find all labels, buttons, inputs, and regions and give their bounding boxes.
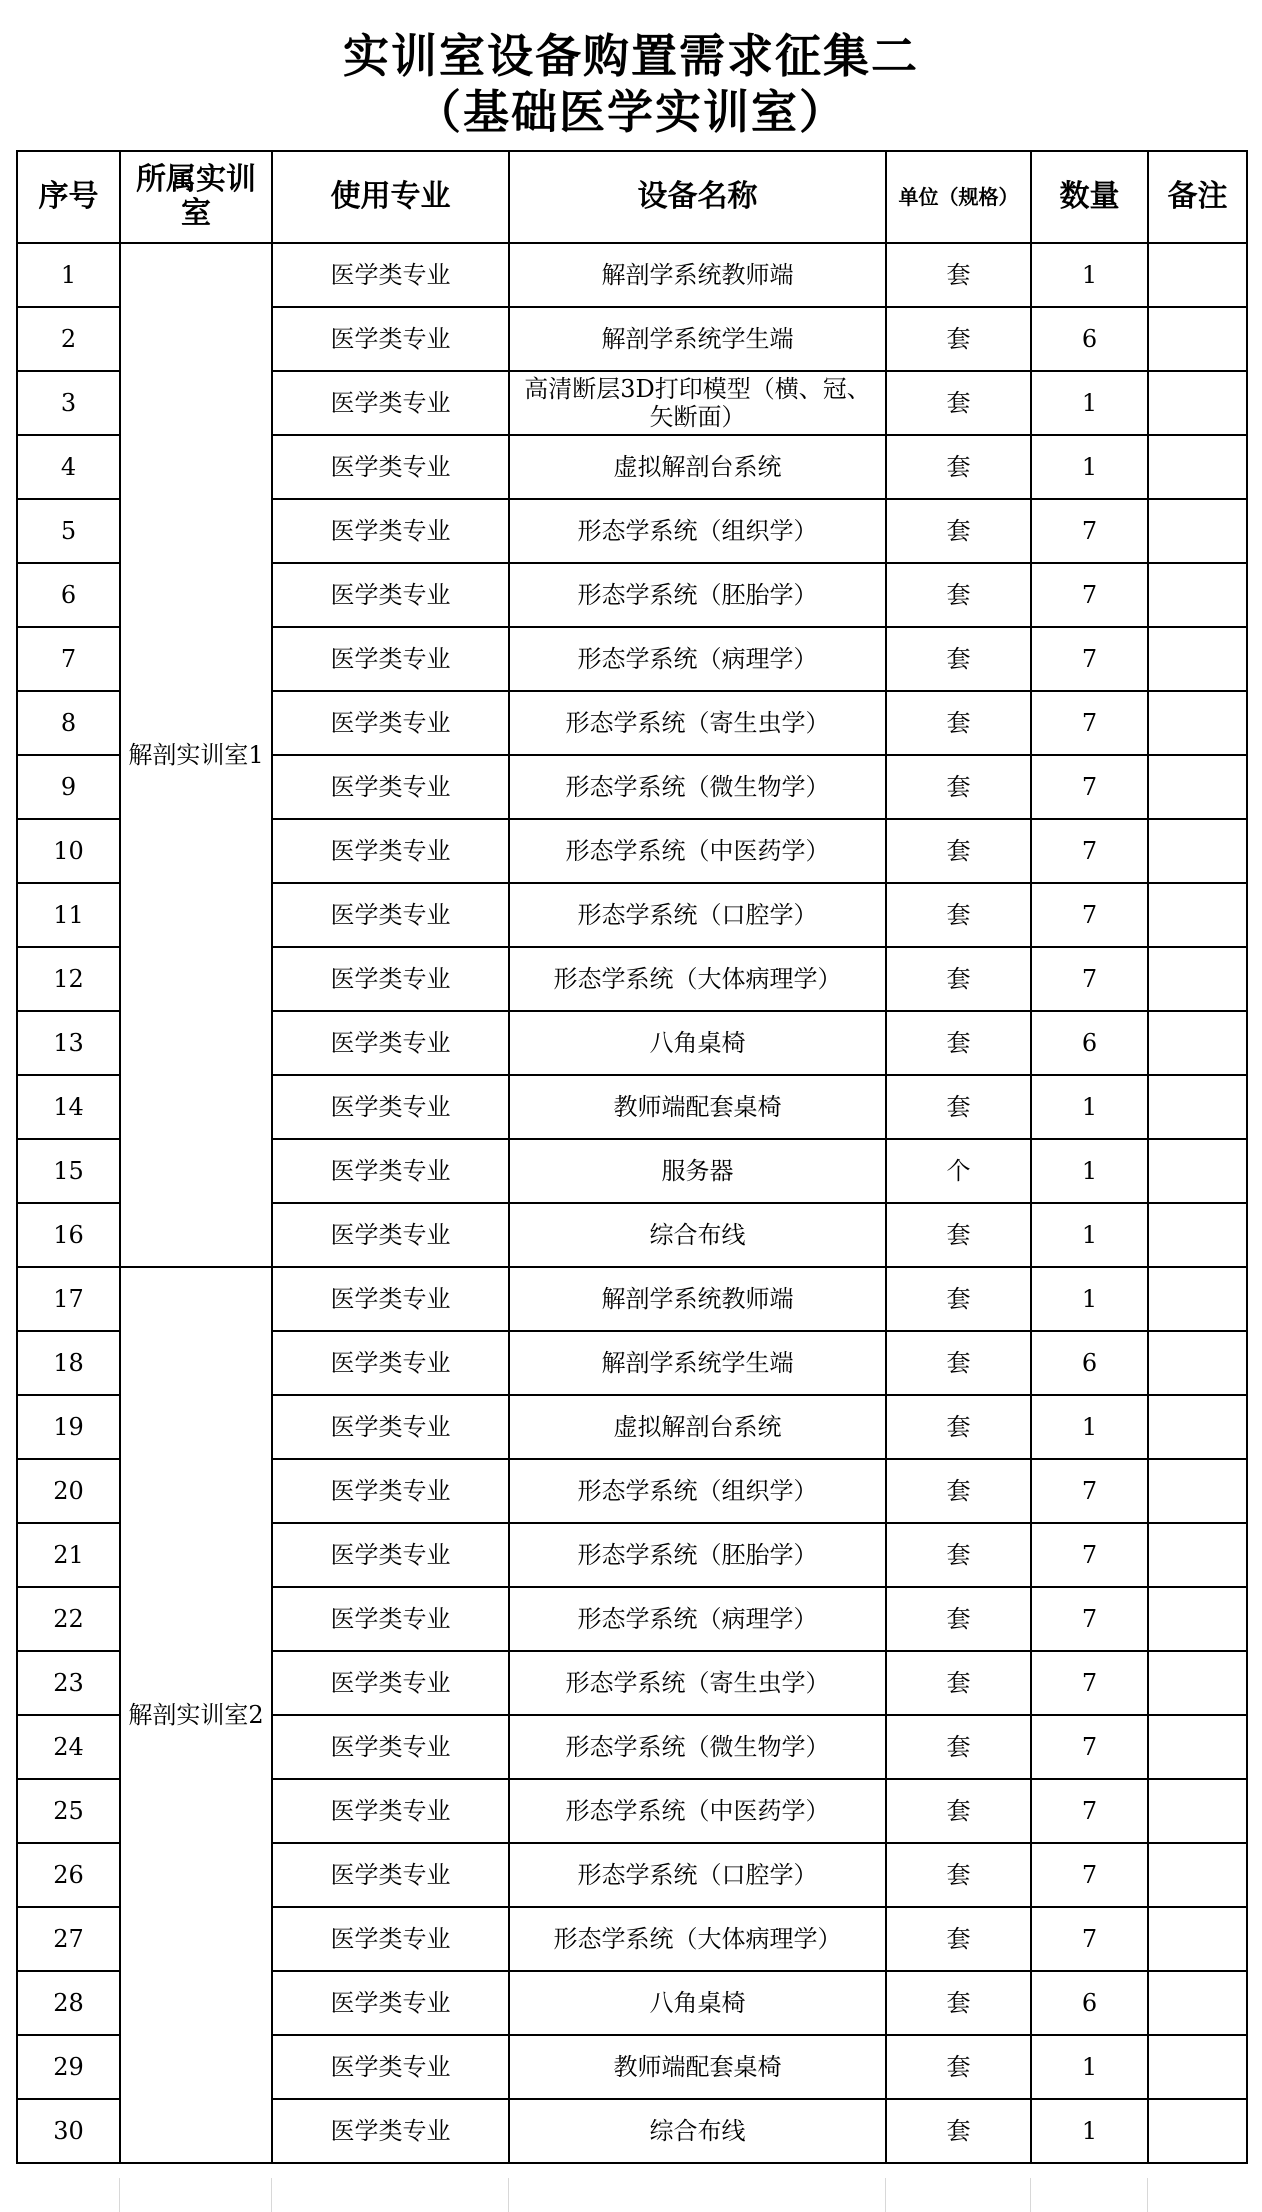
equipment-name-cell: 解剖学系统学生端 — [509, 307, 886, 371]
quantity-cell: 1 — [1031, 1395, 1148, 1459]
row-index-cell: 3 — [17, 371, 120, 435]
equipment-name-cell: 形态学系统（寄生虫学） — [509, 1651, 886, 1715]
title-main: 实训室设备购置需求征集二 — [343, 29, 919, 83]
header-quantity: 数量 — [1031, 151, 1148, 243]
remarks-cell — [1148, 371, 1247, 435]
equipment-name-cell: 教师端配套桌椅 — [509, 2035, 886, 2099]
unit-cell: 套 — [886, 691, 1031, 755]
sheet-gridlines — [16, 2178, 1246, 2212]
equipment-name-cell: 形态学系统（微生物学） — [509, 1715, 886, 1779]
quantity-cell: 7 — [1031, 499, 1148, 563]
quantity-cell: 7 — [1031, 819, 1148, 883]
unit-cell: 套 — [886, 243, 1031, 307]
equipment-name-cell: 形态学系统（组织学） — [509, 499, 886, 563]
remarks-cell — [1148, 883, 1247, 947]
equipment-name-cell: 形态学系统（胚胎学） — [509, 1523, 886, 1587]
quantity-cell: 7 — [1031, 883, 1148, 947]
title-subtitle: （基础医学实训室） — [415, 85, 847, 139]
quantity-cell: 7 — [1031, 1907, 1148, 1971]
major-cell: 医学类专业 — [272, 1139, 509, 1203]
equipment-name-cell: 解剖学系统教师端 — [509, 243, 886, 307]
unit-cell: 套 — [886, 1331, 1031, 1395]
remarks-cell — [1148, 1203, 1247, 1267]
row-index-cell: 7 — [17, 627, 120, 691]
unit-cell: 套 — [886, 435, 1031, 499]
remarks-cell — [1148, 1075, 1247, 1139]
row-index-cell: 28 — [17, 1971, 120, 2035]
row-index-cell: 15 — [17, 1139, 120, 1203]
major-cell: 医学类专业 — [272, 1011, 509, 1075]
remarks-cell — [1148, 1779, 1247, 1843]
quantity-cell: 7 — [1031, 1715, 1148, 1779]
equipment-name-cell: 形态学系统（中医药学） — [509, 1779, 886, 1843]
remarks-cell — [1148, 1011, 1247, 1075]
unit-cell: 套 — [886, 1843, 1031, 1907]
remarks-cell — [1148, 563, 1247, 627]
unit-cell: 套 — [886, 1907, 1031, 1971]
quantity-cell: 7 — [1031, 1523, 1148, 1587]
remarks-cell — [1148, 947, 1247, 1011]
remarks-cell — [1148, 2035, 1247, 2099]
equipment-name-cell: 八角桌椅 — [509, 1011, 886, 1075]
unit-cell: 套 — [886, 1971, 1031, 2035]
major-cell: 医学类专业 — [272, 1523, 509, 1587]
remarks-cell — [1148, 627, 1247, 691]
major-cell: 医学类专业 — [272, 371, 509, 435]
remarks-cell — [1148, 499, 1247, 563]
remarks-cell — [1148, 755, 1247, 819]
remarks-cell — [1148, 1331, 1247, 1395]
quantity-cell: 1 — [1031, 2035, 1148, 2099]
row-index-cell: 26 — [17, 1843, 120, 1907]
unit-cell: 套 — [886, 563, 1031, 627]
header-remarks: 备注 — [1148, 151, 1247, 243]
equipment-name-cell: 形态学系统（组织学） — [509, 1459, 886, 1523]
quantity-cell: 6 — [1031, 1331, 1148, 1395]
row-index-cell: 19 — [17, 1395, 120, 1459]
equipment-name-cell: 形态学系统（寄生虫学） — [509, 691, 886, 755]
major-cell: 医学类专业 — [272, 947, 509, 1011]
equipment-name-cell: 综合布线 — [509, 1203, 886, 1267]
major-cell: 医学类专业 — [272, 2099, 509, 2163]
remarks-cell — [1148, 1587, 1247, 1651]
unit-cell: 套 — [886, 499, 1031, 563]
major-cell: 医学类专业 — [272, 755, 509, 819]
major-cell: 医学类专业 — [272, 1203, 509, 1267]
unit-cell: 套 — [886, 1267, 1031, 1331]
quantity-cell: 1 — [1031, 435, 1148, 499]
unit-cell: 套 — [886, 1587, 1031, 1651]
row-index-cell: 5 — [17, 499, 120, 563]
equipment-name-cell: 高清断层3D打印模型（横、冠、矢断面） — [509, 371, 886, 435]
row-index-cell: 4 — [17, 435, 120, 499]
remarks-cell — [1148, 1459, 1247, 1523]
equipment-name-cell: 形态学系统（微生物学） — [509, 755, 886, 819]
row-index-cell: 12 — [17, 947, 120, 1011]
major-cell: 医学类专业 — [272, 819, 509, 883]
major-cell: 医学类专业 — [272, 1331, 509, 1395]
remarks-cell — [1148, 819, 1247, 883]
unit-cell: 套 — [886, 819, 1031, 883]
unit-cell: 套 — [886, 1075, 1031, 1139]
quantity-cell: 7 — [1031, 947, 1148, 1011]
major-cell: 医学类专业 — [272, 1459, 509, 1523]
equipment-name-cell: 形态学系统（病理学） — [509, 627, 886, 691]
row-index-cell: 18 — [17, 1331, 120, 1395]
major-cell: 医学类专业 — [272, 563, 509, 627]
equipment-name-cell: 形态学系统（大体病理学） — [509, 947, 886, 1011]
remarks-cell — [1148, 691, 1247, 755]
quantity-cell: 7 — [1031, 755, 1148, 819]
unit-cell: 套 — [886, 1395, 1031, 1459]
header-index: 序号 — [17, 151, 120, 243]
unit-cell: 个 — [886, 1139, 1031, 1203]
quantity-cell: 7 — [1031, 1843, 1148, 1907]
major-cell: 医学类专业 — [272, 435, 509, 499]
remarks-cell — [1148, 307, 1247, 371]
major-cell: 医学类专业 — [272, 1075, 509, 1139]
unit-cell: 套 — [886, 1523, 1031, 1587]
row-index-cell: 27 — [17, 1907, 120, 1971]
quantity-cell: 1 — [1031, 1139, 1148, 1203]
quantity-cell: 7 — [1031, 1779, 1148, 1843]
quantity-cell: 7 — [1031, 691, 1148, 755]
row-index-cell: 24 — [17, 1715, 120, 1779]
unit-cell: 套 — [886, 1459, 1031, 1523]
major-cell: 医学类专业 — [272, 499, 509, 563]
row-index-cell: 9 — [17, 755, 120, 819]
header-major: 使用专业 — [272, 151, 509, 243]
room-cell: 解剖实训室2 — [120, 1267, 272, 2163]
remarks-cell — [1148, 1971, 1247, 2035]
equipment-name-cell: 综合布线 — [509, 2099, 886, 2163]
equipment-name-cell: 服务器 — [509, 1139, 886, 1203]
equipment-name-cell: 解剖学系统教师端 — [509, 1267, 886, 1331]
quantity-cell: 6 — [1031, 1011, 1148, 1075]
equipment-name-cell: 虚拟解剖台系统 — [509, 1395, 886, 1459]
equipment-name-cell: 形态学系统（口腔学） — [509, 1843, 886, 1907]
unit-cell: 套 — [886, 1715, 1031, 1779]
row-index-cell: 11 — [17, 883, 120, 947]
unit-cell: 套 — [886, 1203, 1031, 1267]
row-index-cell: 23 — [17, 1651, 120, 1715]
row-index-cell: 10 — [17, 819, 120, 883]
table-body — [17, 243, 1247, 2163]
unit-cell: 套 — [886, 307, 1031, 371]
table-row — [17, 243, 1247, 307]
remarks-cell — [1148, 1715, 1247, 1779]
row-index-cell: 20 — [17, 1459, 120, 1523]
quantity-cell: 1 — [1031, 243, 1148, 307]
remarks-cell — [1148, 1395, 1247, 1459]
remarks-cell — [1148, 1843, 1247, 1907]
quantity-cell: 7 — [1031, 1587, 1148, 1651]
header-row — [17, 151, 1247, 243]
row-index-cell: 30 — [17, 2099, 120, 2163]
major-cell: 医学类专业 — [272, 1843, 509, 1907]
quantity-cell: 6 — [1031, 307, 1148, 371]
equipment-name-cell: 形态学系统（大体病理学） — [509, 1907, 886, 1971]
header-unit: 单位（规格） — [886, 151, 1031, 243]
major-cell: 医学类专业 — [272, 307, 509, 371]
unit-cell: 套 — [886, 755, 1031, 819]
unit-cell: 套 — [886, 1651, 1031, 1715]
major-cell: 医学类专业 — [272, 1267, 509, 1331]
quantity-cell: 1 — [1031, 1267, 1148, 1331]
quantity-cell: 1 — [1031, 2099, 1148, 2163]
quantity-cell: 1 — [1031, 371, 1148, 435]
table-row — [17, 1267, 1247, 1331]
document-title — [16, 28, 1246, 146]
row-index-cell: 8 — [17, 691, 120, 755]
equipment-name-cell: 解剖学系统学生端 — [509, 1331, 886, 1395]
unit-cell: 套 — [886, 2099, 1031, 2163]
unit-cell: 套 — [886, 627, 1031, 691]
row-index-cell: 29 — [17, 2035, 120, 2099]
row-index-cell: 21 — [17, 1523, 120, 1587]
major-cell: 医学类专业 — [272, 243, 509, 307]
remarks-cell — [1148, 243, 1247, 307]
quantity-cell: 6 — [1031, 1971, 1148, 2035]
major-cell: 医学类专业 — [272, 1395, 509, 1459]
row-index-cell: 2 — [17, 307, 120, 371]
row-index-cell: 25 — [17, 1779, 120, 1843]
quantity-cell: 7 — [1031, 627, 1148, 691]
equipment-name-cell: 教师端配套桌椅 — [509, 1075, 886, 1139]
unit-cell: 套 — [886, 1011, 1031, 1075]
quantity-cell: 1 — [1031, 1203, 1148, 1267]
equipment-name-cell: 形态学系统（胚胎学） — [509, 563, 886, 627]
header-room: 所属实训室 — [120, 151, 272, 243]
remarks-cell — [1148, 1267, 1247, 1331]
unit-cell: 套 — [886, 947, 1031, 1011]
row-index-cell: 14 — [17, 1075, 120, 1139]
remarks-cell — [1148, 1523, 1247, 1587]
quantity-cell: 7 — [1031, 1651, 1148, 1715]
quantity-cell: 7 — [1031, 563, 1148, 627]
remarks-cell — [1148, 2099, 1247, 2163]
quantity-cell: 7 — [1031, 1459, 1148, 1523]
remarks-cell — [1148, 1907, 1247, 1971]
equipment-table — [16, 150, 1248, 2164]
unit-cell: 套 — [886, 371, 1031, 435]
remarks-cell — [1148, 1651, 1247, 1715]
equipment-name-cell: 虚拟解剖台系统 — [509, 435, 886, 499]
equipment-name-cell: 形态学系统（中医药学） — [509, 819, 886, 883]
major-cell: 医学类专业 — [272, 1587, 509, 1651]
row-index-cell: 17 — [17, 1267, 120, 1331]
major-cell: 医学类专业 — [272, 1907, 509, 1971]
row-index-cell: 1 — [17, 243, 120, 307]
row-index-cell: 6 — [17, 563, 120, 627]
row-index-cell: 22 — [17, 1587, 120, 1651]
remarks-cell — [1148, 1139, 1247, 1203]
unit-cell: 套 — [886, 2035, 1031, 2099]
unit-cell: 套 — [886, 883, 1031, 947]
major-cell: 医学类专业 — [272, 627, 509, 691]
major-cell: 医学类专业 — [272, 1779, 509, 1843]
equipment-name-cell: 八角桌椅 — [509, 1971, 886, 2035]
equipment-name-cell: 形态学系统（病理学） — [509, 1587, 886, 1651]
header-equipment: 设备名称 — [509, 151, 886, 243]
equipment-name-cell: 形态学系统（口腔学） — [509, 883, 886, 947]
major-cell: 医学类专业 — [272, 1715, 509, 1779]
row-index-cell: 16 — [17, 1203, 120, 1267]
room-cell: 解剖实训室1 — [120, 243, 272, 1267]
major-cell: 医学类专业 — [272, 883, 509, 947]
major-cell: 医学类专业 — [272, 691, 509, 755]
major-cell: 医学类专业 — [272, 1651, 509, 1715]
unit-cell: 套 — [886, 1779, 1031, 1843]
quantity-cell: 1 — [1031, 1075, 1148, 1139]
major-cell: 医学类专业 — [272, 2035, 509, 2099]
row-index-cell: 13 — [17, 1011, 120, 1075]
remarks-cell — [1148, 435, 1247, 499]
major-cell: 医学类专业 — [272, 1971, 509, 2035]
